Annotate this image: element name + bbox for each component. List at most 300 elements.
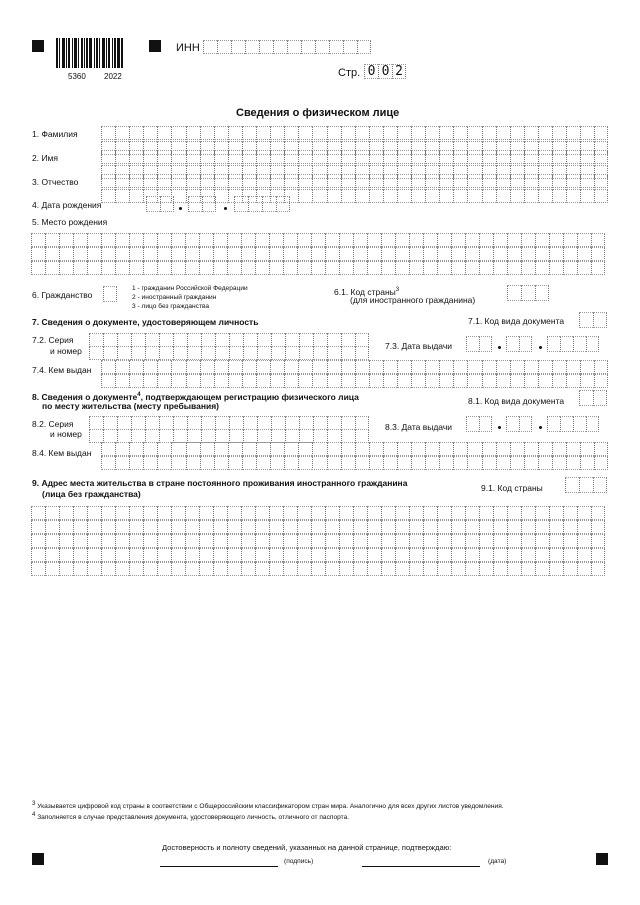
input-cell[interactable]: [395, 261, 409, 275]
input-cell[interactable]: [241, 261, 255, 275]
input-cell[interactable]: [538, 456, 552, 470]
input-cell[interactable]: [465, 534, 479, 548]
input-cell[interactable]: [367, 548, 381, 562]
input-cell[interactable]: [315, 40, 329, 54]
input-cell[interactable]: [521, 247, 535, 261]
input-cell[interactable]: [185, 261, 199, 275]
input-cell[interactable]: [409, 562, 423, 576]
input-cell[interactable]: [496, 174, 510, 188]
input-cell[interactable]: [101, 506, 115, 520]
input-cell[interactable]: [381, 534, 395, 548]
input-cell[interactable]: [187, 346, 201, 360]
input-cell[interactable]: [397, 126, 411, 140]
input-cell[interactable]: [312, 126, 326, 140]
input-cell[interactable]: [313, 333, 327, 347]
input-cell[interactable]: [395, 247, 409, 261]
input-cell[interactable]: [213, 247, 227, 261]
input-cell[interactable]: [395, 233, 409, 247]
input-cell[interactable]: [243, 429, 257, 443]
input-cell[interactable]: [327, 429, 341, 443]
input-cell[interactable]: [256, 126, 270, 140]
citizenship-cell[interactable]: [103, 286, 117, 302]
input-cell[interactable]: [270, 442, 284, 456]
country-code-cells[interactable]: [507, 285, 549, 301]
input-cell[interactable]: [467, 126, 481, 140]
input-cell[interactable]: [145, 416, 159, 430]
input-cell[interactable]: [482, 189, 496, 203]
input-cell[interactable]: [339, 534, 353, 548]
input-cell[interactable]: [115, 506, 129, 520]
input-cell[interactable]: [185, 247, 199, 261]
input-cell[interactable]: [229, 416, 243, 430]
input-cell[interactable]: [115, 548, 129, 562]
input-cell[interactable]: [31, 506, 45, 520]
input-cell[interactable]: [129, 374, 143, 388]
input-cell[interactable]: [521, 534, 535, 548]
input-cell[interactable]: [143, 233, 157, 247]
input-cell[interactable]: [157, 520, 171, 534]
input-cell[interactable]: [87, 548, 101, 562]
input-cell[interactable]: [355, 374, 369, 388]
input-cell[interactable]: [482, 456, 496, 470]
foreign-address-cells-row5[interactable]: [31, 562, 605, 576]
input-cell[interactable]: [479, 562, 493, 576]
input-cell[interactable]: [510, 150, 524, 164]
input-cell[interactable]: [439, 360, 453, 374]
input-cell[interactable]: [355, 442, 369, 456]
input-cell[interactable]: [271, 416, 285, 430]
input-cell[interactable]: [327, 174, 341, 188]
input-cell[interactable]: [566, 150, 580, 164]
input-cell[interactable]: [299, 416, 313, 430]
input-cell[interactable]: [171, 360, 185, 374]
input-cell[interactable]: [563, 233, 577, 247]
input-cell[interactable]: [547, 416, 560, 432]
input-cell[interactable]: [538, 126, 552, 140]
input-cell[interactable]: [381, 520, 395, 534]
input-cell[interactable]: [552, 150, 566, 164]
input-cell[interactable]: [341, 346, 355, 360]
input-cell[interactable]: [580, 189, 594, 203]
input-cell[interactable]: [297, 520, 311, 534]
input-cell[interactable]: [423, 548, 437, 562]
input-cell[interactable]: [311, 548, 325, 562]
identity-issue-year-cells[interactable]: [547, 336, 599, 352]
input-cell[interactable]: [524, 360, 538, 374]
input-cell[interactable]: [271, 333, 285, 347]
input-cell[interactable]: [199, 562, 213, 576]
input-cell[interactable]: [355, 150, 369, 164]
input-cell[interactable]: [339, 562, 353, 576]
input-cell[interactable]: [339, 506, 353, 520]
input-cell[interactable]: [229, 333, 243, 347]
input-cell[interactable]: [524, 189, 538, 203]
signature-line[interactable]: [160, 866, 278, 867]
input-cell[interactable]: [199, 520, 213, 534]
foreign-address-cells-row3[interactable]: [31, 534, 605, 548]
input-cell[interactable]: [284, 126, 298, 140]
input-cell[interactable]: [229, 429, 243, 443]
residence-issued-by-cells[interactable]: [101, 442, 608, 456]
input-cell[interactable]: [409, 261, 423, 275]
input-cell[interactable]: [171, 374, 185, 388]
input-cell[interactable]: [339, 247, 353, 261]
input-cell[interactable]: [157, 126, 171, 140]
input-cell[interactable]: [201, 416, 215, 430]
input-cell[interactable]: [243, 333, 257, 347]
input-cell[interactable]: [507, 520, 521, 534]
input-cell[interactable]: [227, 261, 241, 275]
input-cell[interactable]: [143, 247, 157, 261]
input-cell[interactable]: [479, 233, 493, 247]
input-cell[interactable]: [353, 506, 367, 520]
input-cell[interactable]: [591, 520, 605, 534]
input-cell[interactable]: [228, 150, 242, 164]
input-cell[interactable]: [423, 562, 437, 576]
input-cell[interactable]: [214, 360, 228, 374]
input-cell[interactable]: [117, 416, 131, 430]
input-cell[interactable]: [311, 506, 325, 520]
input-cell[interactable]: [312, 442, 326, 456]
input-cell[interactable]: [259, 40, 273, 54]
input-cell[interactable]: [73, 534, 87, 548]
input-cell[interactable]: [552, 126, 566, 140]
input-cell[interactable]: [145, 333, 159, 347]
input-cell[interactable]: [482, 174, 496, 188]
input-cell[interactable]: [269, 233, 283, 247]
input-cell[interactable]: [383, 189, 397, 203]
input-cell[interactable]: [143, 534, 157, 548]
input-cell[interactable]: [270, 374, 284, 388]
input-cell[interactable]: [549, 261, 563, 275]
input-cell[interactable]: [524, 442, 538, 456]
input-cell[interactable]: [103, 416, 117, 430]
input-cell[interactable]: [367, 520, 381, 534]
input-cell[interactable]: [273, 40, 287, 54]
input-cell[interactable]: [284, 150, 298, 164]
input-cell[interactable]: [383, 456, 397, 470]
input-cell[interactable]: [159, 333, 173, 347]
input-cell[interactable]: [157, 261, 171, 275]
input-cell[interactable]: [538, 374, 552, 388]
input-cell[interactable]: [451, 261, 465, 275]
input-cell[interactable]: [131, 333, 145, 347]
input-cell[interactable]: [103, 333, 117, 347]
input-cell[interactable]: [341, 442, 355, 456]
input-cell[interactable]: [59, 562, 73, 576]
input-cell[interactable]: [521, 233, 535, 247]
input-cell[interactable]: [591, 534, 605, 548]
input-cell[interactable]: [145, 346, 159, 360]
input-cell[interactable]: [285, 429, 299, 443]
input-cell[interactable]: [214, 150, 228, 164]
input-cell[interactable]: [269, 548, 283, 562]
input-cell[interactable]: [493, 548, 507, 562]
input-cell[interactable]: [284, 456, 298, 470]
input-cell[interactable]: [577, 548, 591, 562]
input-cell[interactable]: [369, 456, 383, 470]
input-cell[interactable]: [465, 261, 479, 275]
input-cell[interactable]: [409, 506, 423, 520]
input-cell[interactable]: [255, 520, 269, 534]
input-cell[interactable]: [594, 174, 608, 188]
input-cell[interactable]: [160, 196, 174, 212]
input-cell[interactable]: [45, 247, 59, 261]
input-cell[interactable]: [129, 520, 143, 534]
input-cell[interactable]: [538, 360, 552, 374]
input-cell[interactable]: [115, 150, 129, 164]
input-cell[interactable]: [202, 196, 216, 212]
input-cell[interactable]: [507, 534, 521, 548]
input-cell[interactable]: [524, 150, 538, 164]
input-cell[interactable]: [298, 189, 312, 203]
input-cell[interactable]: [129, 150, 143, 164]
input-cell[interactable]: [131, 346, 145, 360]
input-cell[interactable]: [519, 416, 532, 432]
input-cell[interactable]: [339, 261, 353, 275]
input-cell[interactable]: [367, 247, 381, 261]
input-cell[interactable]: [367, 534, 381, 548]
input-cell[interactable]: [59, 534, 73, 548]
input-cell[interactable]: [269, 562, 283, 576]
input-cell[interactable]: [580, 374, 594, 388]
input-cell[interactable]: [312, 174, 326, 188]
input-cell[interactable]: [397, 442, 411, 456]
input-cell[interactable]: [214, 374, 228, 388]
input-cell[interactable]: [171, 174, 185, 188]
input-cell[interactable]: [157, 506, 171, 520]
input-cell[interactable]: [355, 416, 369, 430]
input-cell[interactable]: [131, 416, 145, 430]
input-cell[interactable]: [594, 126, 608, 140]
input-cell[interactable]: [563, 506, 577, 520]
input-cell[interactable]: [298, 174, 312, 188]
input-cell[interactable]: [339, 548, 353, 562]
input-cell[interactable]: [594, 374, 608, 388]
input-cell[interactable]: [439, 174, 453, 188]
input-cell[interactable]: [467, 189, 481, 203]
birth-place-cells-row3[interactable]: [31, 261, 605, 275]
input-cell[interactable]: [383, 126, 397, 140]
input-cell[interactable]: [256, 360, 270, 374]
input-cell[interactable]: [59, 261, 73, 275]
input-cell[interactable]: [327, 189, 341, 203]
input-cell[interactable]: [245, 40, 259, 54]
input-cell[interactable]: [101, 233, 115, 247]
input-cell[interactable]: [173, 333, 187, 347]
input-cell[interactable]: [311, 562, 325, 576]
input-cell[interactable]: [566, 174, 580, 188]
input-cell[interactable]: [451, 506, 465, 520]
input-cell[interactable]: [425, 126, 439, 140]
input-cell[interactable]: [524, 456, 538, 470]
input-cell[interactable]: [59, 520, 73, 534]
input-cell[interactable]: [586, 416, 599, 432]
input-cell[interactable]: [577, 520, 591, 534]
input-cell[interactable]: [228, 360, 242, 374]
input-cell[interactable]: [311, 261, 325, 275]
input-cell[interactable]: [59, 506, 73, 520]
input-cell[interactable]: [157, 456, 171, 470]
input-cell[interactable]: [129, 442, 143, 456]
input-cell[interactable]: [521, 562, 535, 576]
input-cell[interactable]: [395, 506, 409, 520]
input-cell[interactable]: [425, 189, 439, 203]
input-cell[interactable]: [157, 534, 171, 548]
input-cell[interactable]: [143, 150, 157, 164]
input-cell[interactable]: [467, 174, 481, 188]
input-cell[interactable]: [242, 456, 256, 470]
input-cell[interactable]: [355, 456, 369, 470]
input-cell[interactable]: [381, 261, 395, 275]
input-cell[interactable]: [369, 126, 383, 140]
input-cell[interactable]: [327, 150, 341, 164]
input-cell[interactable]: [325, 548, 339, 562]
input-cell[interactable]: [353, 247, 367, 261]
input-cell[interactable]: [327, 456, 341, 470]
input-cell[interactable]: [269, 247, 283, 261]
input-cell[interactable]: [257, 416, 271, 430]
input-cell[interactable]: [284, 360, 298, 374]
input-cell[interactable]: [538, 189, 552, 203]
input-cell[interactable]: [234, 196, 248, 212]
input-cell[interactable]: [353, 534, 367, 548]
residence-issue-month-cells[interactable]: [506, 416, 532, 432]
input-cell[interactable]: [73, 233, 87, 247]
input-cell[interactable]: [549, 534, 563, 548]
input-cell[interactable]: [594, 456, 608, 470]
input-cell[interactable]: [283, 534, 297, 548]
input-cell[interactable]: [59, 548, 73, 562]
input-cell[interactable]: [143, 442, 157, 456]
input-cell[interactable]: [117, 333, 131, 347]
input-cell[interactable]: [215, 429, 229, 443]
input-cell[interactable]: [325, 534, 339, 548]
input-cell[interactable]: [269, 261, 283, 275]
input-cell[interactable]: [437, 247, 451, 261]
input-cell[interactable]: [453, 456, 467, 470]
input-cell[interactable]: [353, 520, 367, 534]
input-cell[interactable]: [115, 456, 129, 470]
input-cell[interactable]: [591, 506, 605, 520]
input-cell[interactable]: [425, 374, 439, 388]
input-cell[interactable]: [299, 346, 313, 360]
input-cell[interactable]: [579, 312, 593, 328]
input-cell[interactable]: [573, 336, 586, 352]
input-cell[interactable]: [171, 562, 185, 576]
input-cell[interactable]: [535, 520, 549, 534]
input-cell[interactable]: [479, 506, 493, 520]
input-cell[interactable]: [341, 429, 355, 443]
input-cell[interactable]: [31, 233, 45, 247]
input-cell[interactable]: [298, 456, 312, 470]
input-cell[interactable]: [453, 360, 467, 374]
input-cell[interactable]: [479, 336, 492, 352]
input-cell[interactable]: [270, 360, 284, 374]
input-cell[interactable]: [535, 285, 549, 301]
input-cell[interactable]: [451, 562, 465, 576]
input-cell[interactable]: [439, 442, 453, 456]
input-cell[interactable]: [171, 150, 185, 164]
input-cell[interactable]: [115, 520, 129, 534]
input-cell[interactable]: [213, 233, 227, 247]
input-cell[interactable]: [242, 442, 256, 456]
input-cell[interactable]: [524, 174, 538, 188]
input-cell[interactable]: [131, 429, 145, 443]
input-cell[interactable]: [185, 233, 199, 247]
input-cell[interactable]: [341, 374, 355, 388]
input-cell[interactable]: [591, 261, 605, 275]
input-cell[interactable]: [423, 261, 437, 275]
input-cell[interactable]: [188, 196, 202, 212]
input-cell[interactable]: [538, 150, 552, 164]
input-cell[interactable]: [227, 247, 241, 261]
input-cell[interactable]: [479, 534, 493, 548]
input-cell[interactable]: [214, 126, 228, 140]
input-cell[interactable]: [549, 233, 563, 247]
input-cell[interactable]: [591, 562, 605, 576]
input-cell[interactable]: [284, 374, 298, 388]
input-cell[interactable]: [115, 174, 129, 188]
input-cell[interactable]: [369, 442, 383, 456]
input-cell[interactable]: [242, 150, 256, 164]
input-cell[interactable]: [87, 261, 101, 275]
input-cell[interactable]: [171, 506, 185, 520]
input-cell[interactable]: [566, 126, 580, 140]
input-cell[interactable]: [129, 189, 143, 203]
input-cell[interactable]: [200, 374, 214, 388]
input-cell[interactable]: [507, 247, 521, 261]
input-cell[interactable]: [425, 360, 439, 374]
input-cell[interactable]: [101, 247, 115, 261]
input-cell[interactable]: [451, 233, 465, 247]
input-cell[interactable]: [73, 520, 87, 534]
input-cell[interactable]: [171, 456, 185, 470]
input-cell[interactable]: [479, 416, 492, 432]
input-cell[interactable]: [73, 562, 87, 576]
input-cell[interactable]: [411, 360, 425, 374]
input-cell[interactable]: [411, 456, 425, 470]
input-cell[interactable]: [591, 233, 605, 247]
input-cell[interactable]: [493, 261, 507, 275]
input-cell[interactable]: [549, 506, 563, 520]
input-cell[interactable]: [563, 247, 577, 261]
input-cell[interactable]: [257, 346, 271, 360]
input-cell[interactable]: [524, 126, 538, 140]
input-cell[interactable]: [593, 477, 607, 493]
input-cell[interactable]: [270, 126, 284, 140]
input-cell[interactable]: [248, 196, 262, 212]
input-cell[interactable]: [59, 233, 73, 247]
input-cell[interactable]: [369, 189, 383, 203]
input-cell[interactable]: [524, 374, 538, 388]
input-cell[interactable]: [157, 360, 171, 374]
input-cell[interactable]: [439, 456, 453, 470]
input-cell[interactable]: [325, 261, 339, 275]
input-cell[interactable]: [171, 126, 185, 140]
input-cell[interactable]: [339, 233, 353, 247]
input-cell[interactable]: [31, 548, 45, 562]
input-cell[interactable]: [535, 261, 549, 275]
input-cell[interactable]: [229, 346, 243, 360]
input-cell[interactable]: [87, 520, 101, 534]
input-cell[interactable]: [228, 174, 242, 188]
inn-cells[interactable]: [203, 40, 371, 54]
input-cell[interactable]: [510, 189, 524, 203]
input-cell[interactable]: [262, 196, 276, 212]
input-cell[interactable]: [510, 374, 524, 388]
input-cell[interactable]: [103, 346, 117, 360]
